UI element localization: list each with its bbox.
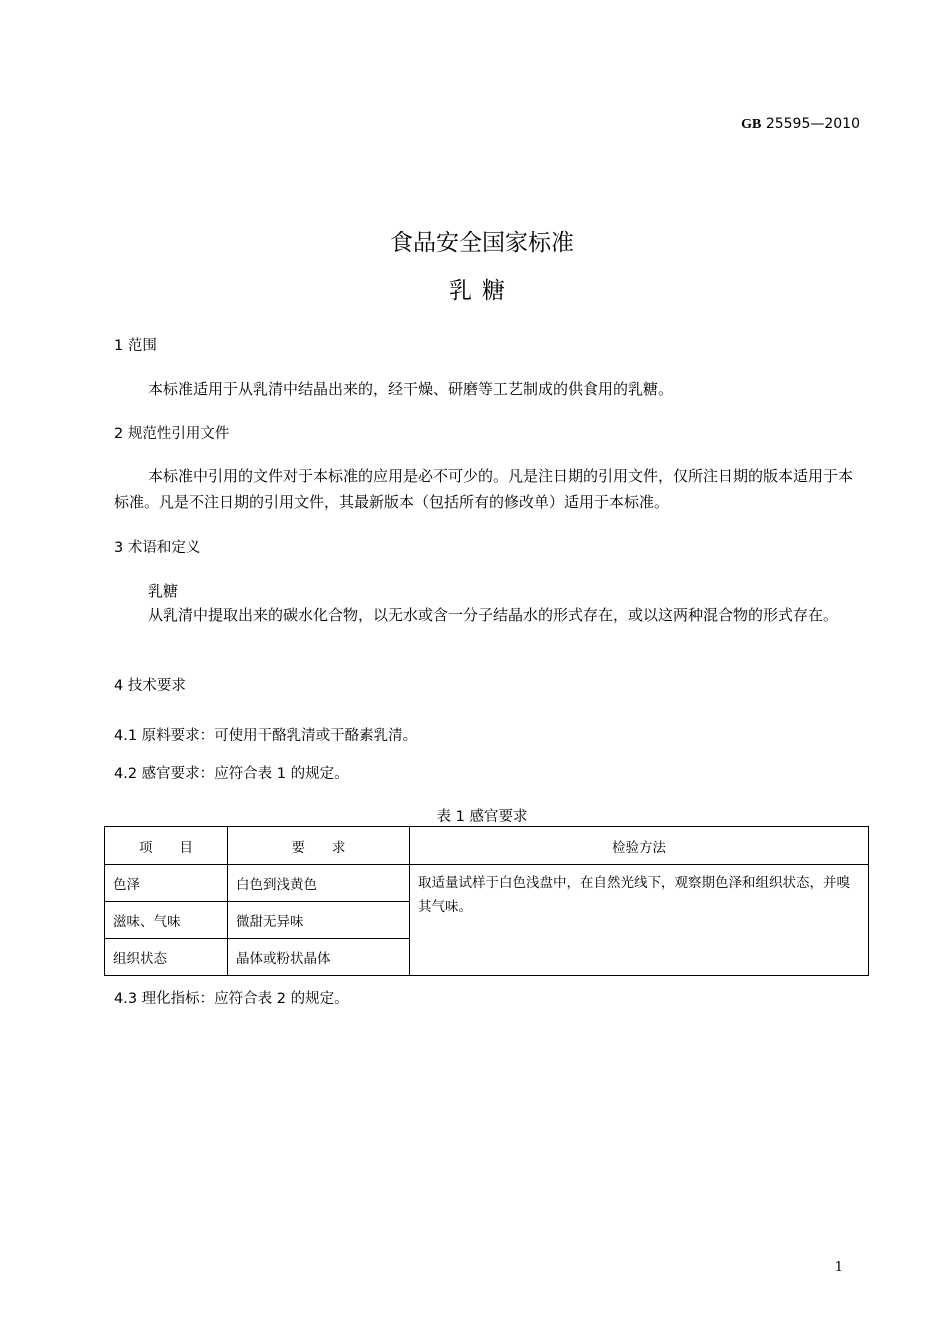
section-heading-terms: 3 术语和定义 (114, 540, 201, 556)
standard-code (741, 116, 860, 133)
table-caption: 表 1 感官要求 (436, 809, 528, 825)
document-subtitle: 乳糖 (449, 278, 515, 304)
row-item: 滋味、气味 (105, 902, 228, 939)
term-name: 乳糖 (148, 582, 179, 600)
header-requirement: 要 求 (228, 827, 410, 865)
header-item: 项 目 (105, 827, 228, 865)
standard-prefix: GB (741, 117, 762, 132)
section-heading-references: 2 规范性引用文件 (114, 426, 230, 442)
item-4-3: 4.3 理化指标：应符合表 2 的规定。 (114, 991, 349, 1007)
table-header-row (105, 827, 869, 865)
scope-paragraph: 本标准适用于从乳清中结晶出来的，经干燥、研磨等工艺制成的供食用的乳糖。 (148, 380, 674, 398)
standard-number: 25595—2010 (765, 116, 860, 132)
test-method: 取适量试样于白色浅盘中，在自然光线下，观察期色泽和组织状态，并嗅其气味。 (410, 865, 869, 976)
table-row (105, 865, 869, 902)
row-requirement: 微甜无异味 (228, 902, 410, 939)
references-paragraph: 本标准中引用的文件对于本标准的应用是必不可少的。凡是注日期的引用文件，仅所注日期的版本适用于本标准。凡是不注日期的引用文件，其最新版本（包括所有的修改单）适用于本标准。 (114, 467, 854, 511)
item-4-1: 4.1 原料要求：可使用干酪乳清或干酪素乳清。 (114, 728, 418, 744)
item-4-2: 4.2 感官要求：应符合表 1 的规定。 (114, 766, 349, 782)
section-heading-scope: 1 范围 (114, 338, 157, 354)
row-item: 色泽 (105, 865, 228, 902)
term-definition: 从乳清中提取出来的碳水化合物，以无水或含一分子结晶水的形式存在，或以这两种混合物的形式存在。 (148, 606, 839, 624)
document-title: 食品安全国家标准 (390, 230, 574, 256)
row-requirement: 晶体或粉状晶体 (228, 939, 410, 976)
section-heading-technical: 4 技术要求 (114, 678, 186, 694)
page-number: 1 (834, 1260, 843, 1275)
header-method: 检验方法 (410, 827, 869, 865)
row-item: 组织状态 (105, 939, 228, 976)
sensory-requirements-table (104, 826, 869, 976)
row-requirement: 白色到浅黄色 (228, 865, 410, 902)
